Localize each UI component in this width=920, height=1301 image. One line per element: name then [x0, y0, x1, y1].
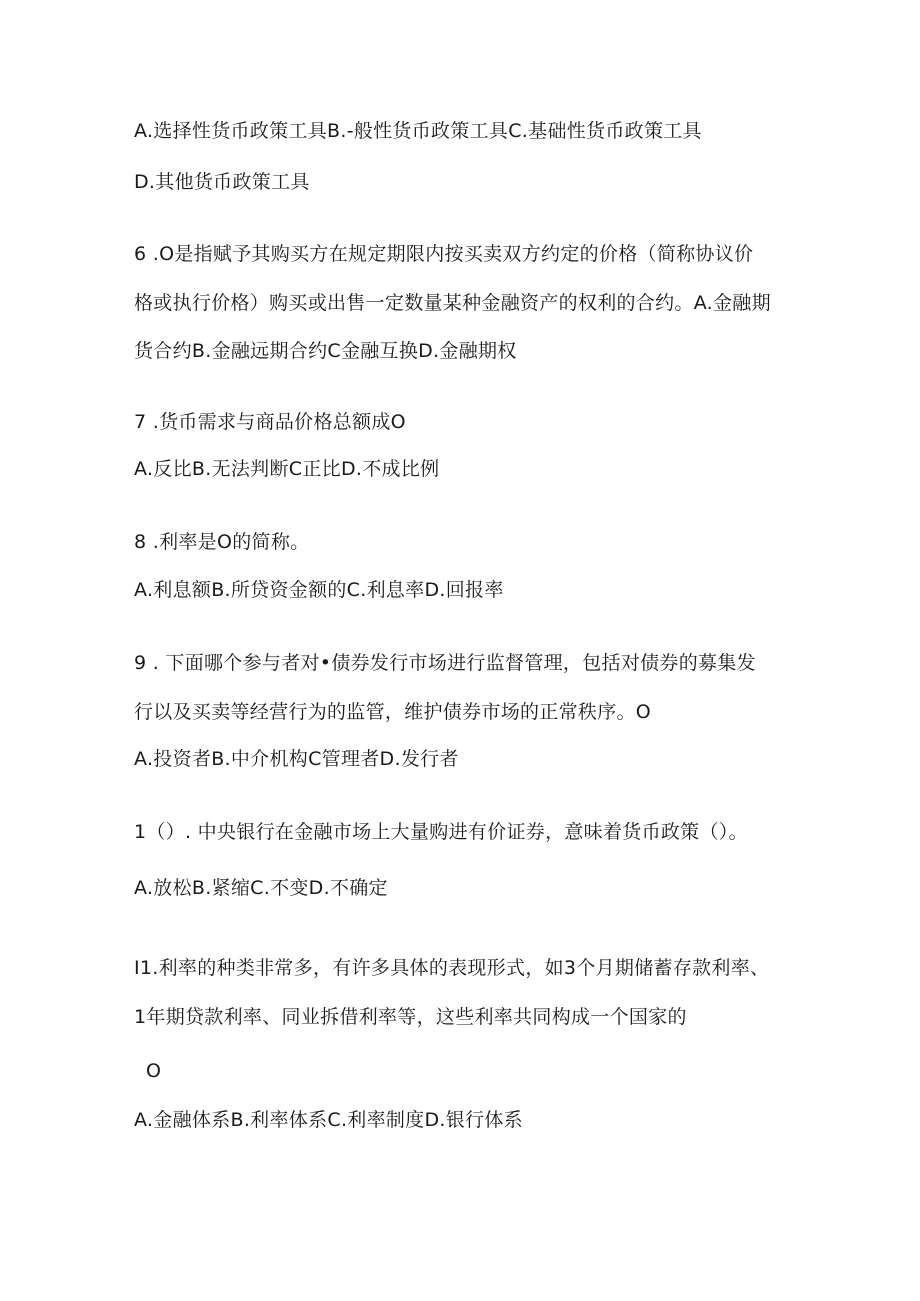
q11-text-line-2: 1年期贷款利率、同业拆借利率等，这些利率共同构成一个国家的	[134, 1006, 687, 1028]
q11-text-line-1: I1.利率的种类非常多，有许多具体的表现形式，如3个月期储蓄存款利率、	[134, 957, 770, 979]
q10-text: 1（）. 中央银行在金融市场上大量购进有价证券，意味着货币政策（）。	[134, 821, 748, 843]
q6-text-line-1: 6 .O是指赋予其购买方在规定期限内按买卖双方约定的价格（简称协议价	[134, 243, 754, 265]
q6-text-line-2: 格或执行价格）购买或出售一定数量某种金融资产的权利的合约。A.金融期	[134, 292, 771, 314]
q5-options-line-2: D.其他货币政策工具	[134, 171, 310, 193]
q5-options-line-1: A.选择性货币政策工具B.-般性货币政策工具C.基础性货币政策工具	[134, 120, 702, 142]
q8-options: A.利息额B.所贷资金额的C.利息率D.回报率	[134, 579, 504, 601]
q7-options: A.反比B.无法判断C正比D.不成比例	[134, 458, 440, 480]
q10-options: A.放松B.紧缩C.不变D.不确定	[134, 877, 388, 899]
q6-text-line-3: 货合约B.金融远期合约C金融互换D.金融期权	[134, 340, 517, 362]
q9-text-line-2: 行以及买卖等经营行为的监管，维护债券市场的正常秩序。O	[134, 701, 652, 723]
q8-text: 8 .利率是O的简称。	[134, 531, 310, 553]
q7-text: 7 .货币需求与商品价格总额成O	[134, 411, 406, 433]
q11-blank: O	[146, 1060, 162, 1082]
q9-text-line-1: 9 . 下面哪个参与者对•债券发行市场进行监督管理，包括对债券的募集发	[134, 652, 756, 674]
q11-options: A.金融体系B.利率体系C.利率制度D.银行体系	[134, 1109, 523, 1131]
q9-options: A.投资者B.中介机构C管理者D.发行者	[134, 748, 459, 770]
